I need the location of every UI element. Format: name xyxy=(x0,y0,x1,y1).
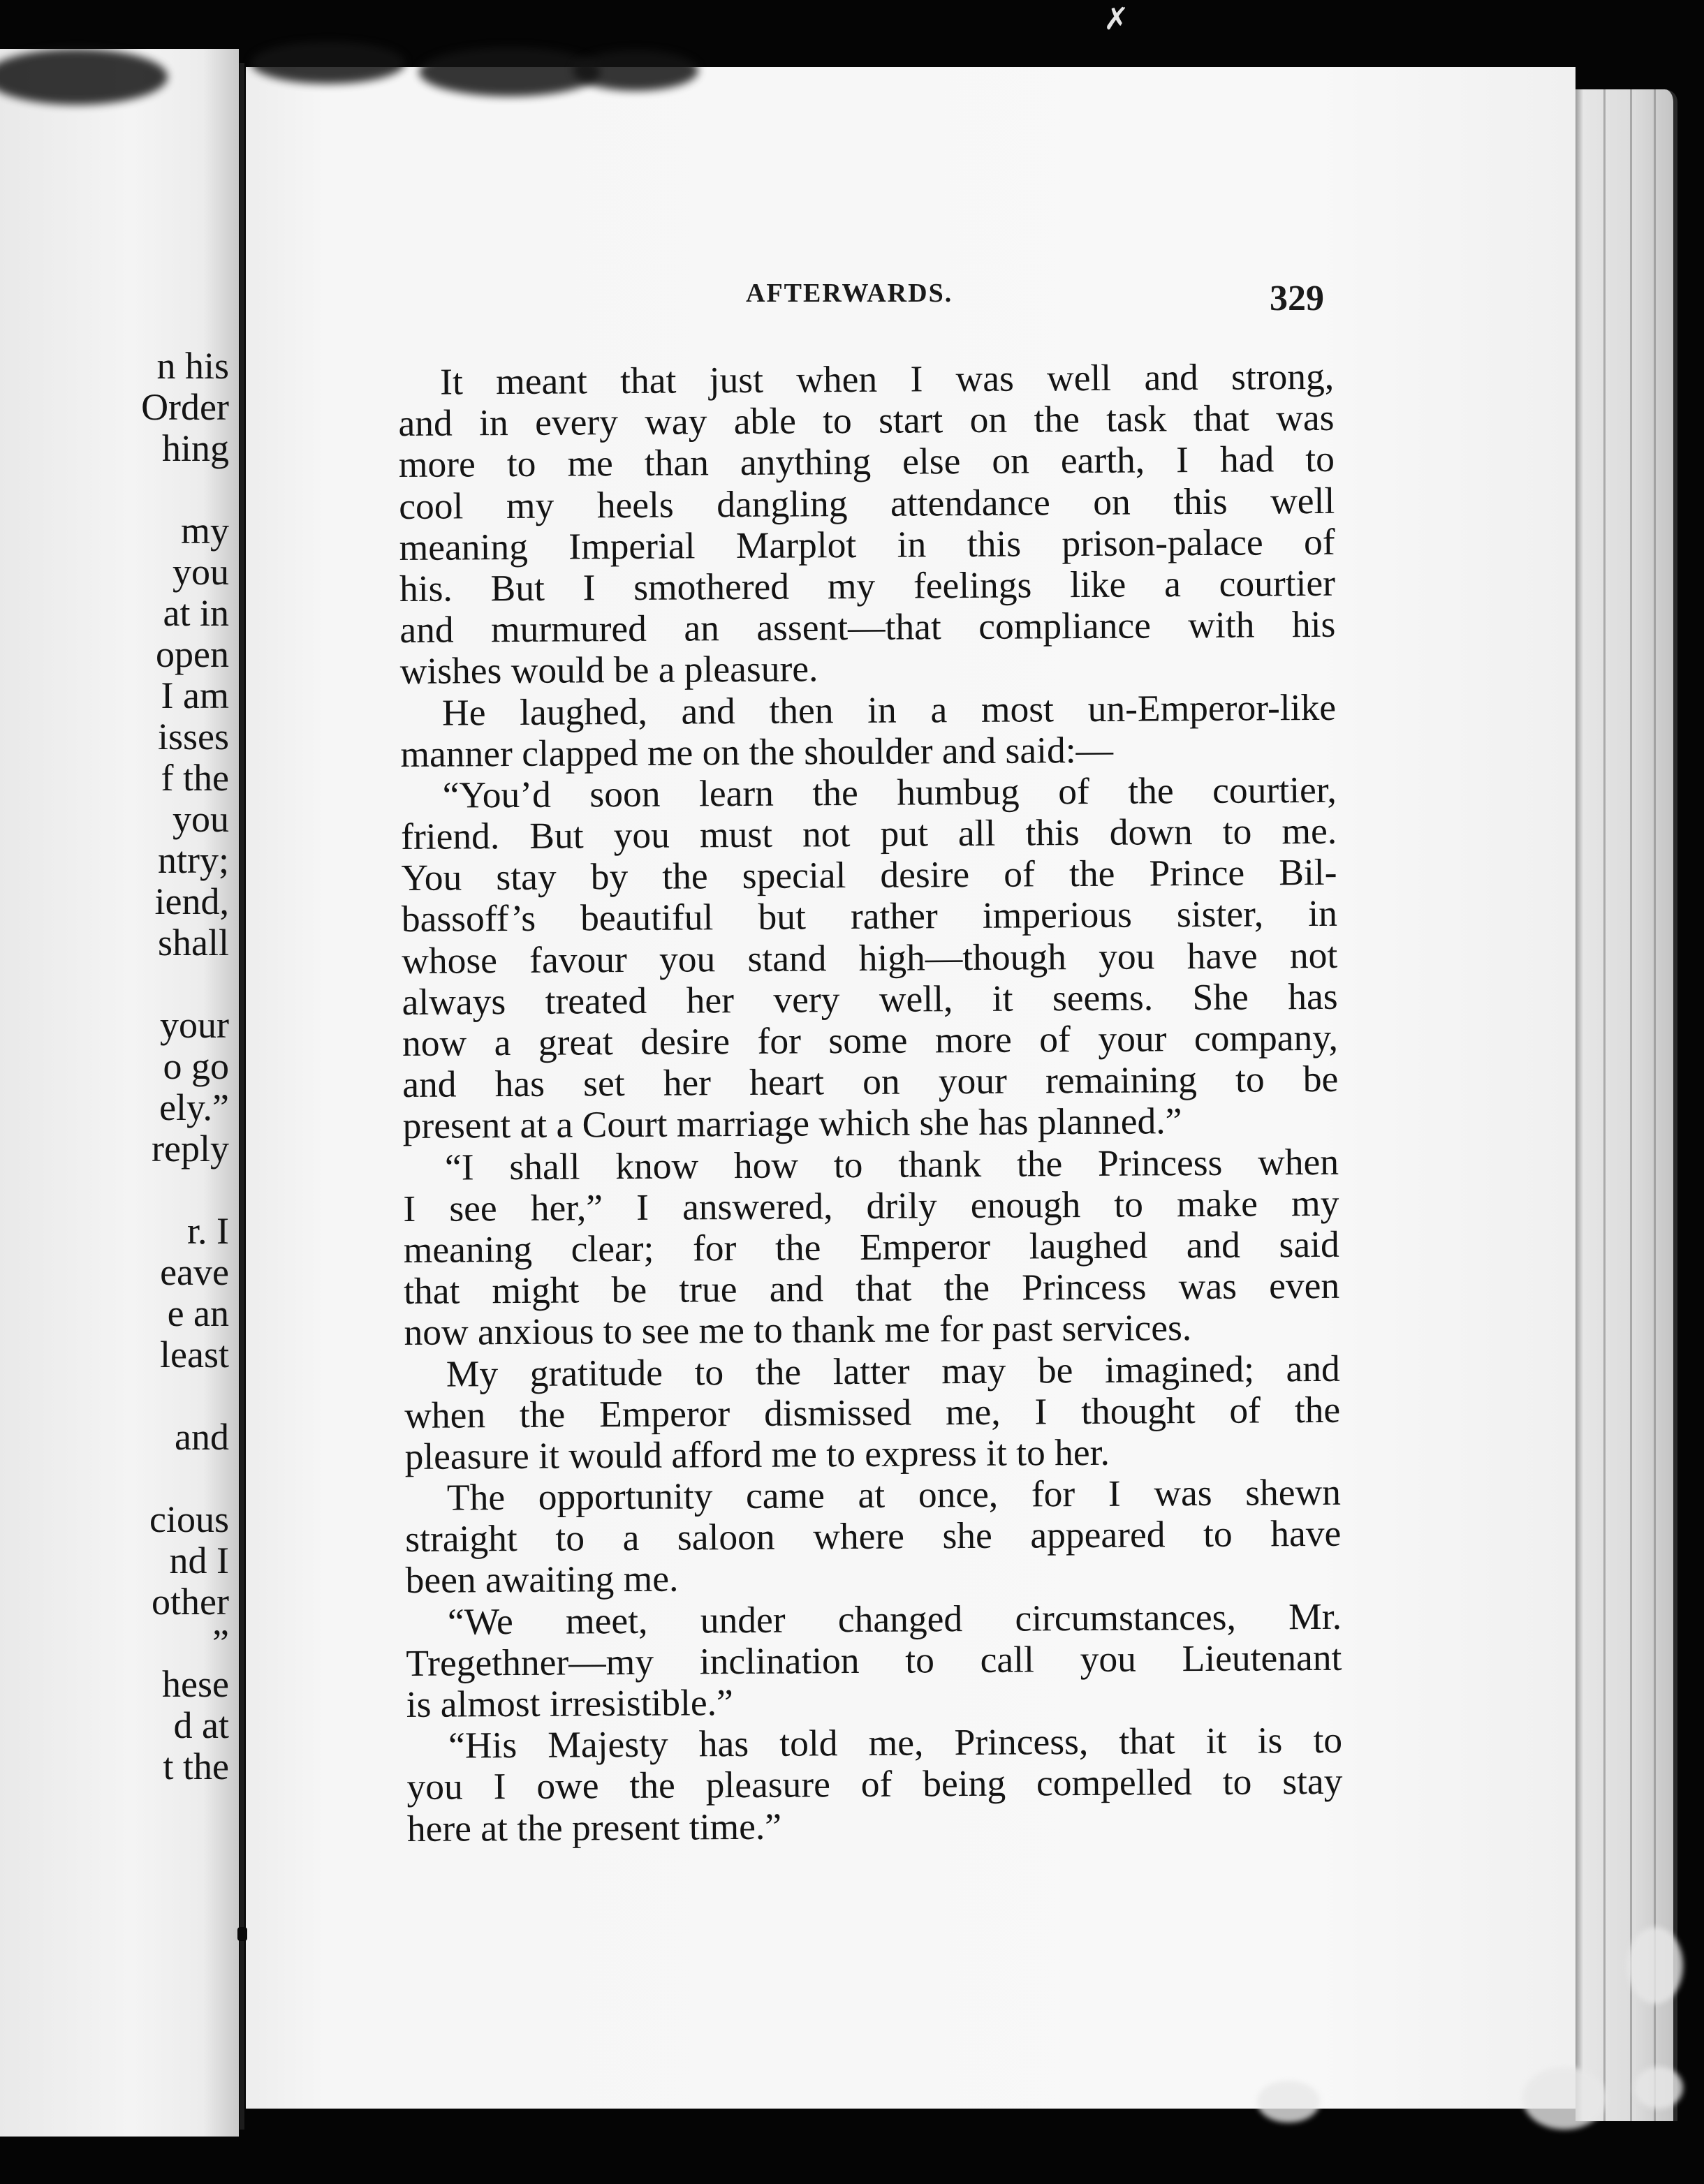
left-page-fragment: isses xyxy=(157,716,229,758)
text-line: his. But I smothered my feelings like a courtier xyxy=(399,561,1336,610)
text-line: bassoff’s beautiful but rather imperious sister, in xyxy=(401,892,1338,940)
text-line: pleasure it would afford me to express it to her. xyxy=(404,1431,1110,1477)
text-line: always treated her very well, it seems. She has xyxy=(402,975,1338,1023)
left-page-fragment xyxy=(6,1375,229,1417)
left-page-fragment: shall xyxy=(158,922,229,964)
text-line: You stay by the special desire of the Prince Bil- xyxy=(401,851,1337,899)
left-page-fragment: reply xyxy=(152,1128,229,1170)
running-head: AFTERWARDS. xyxy=(746,279,953,308)
left-page-fragment: other xyxy=(152,1581,229,1623)
left-page-fragment: my xyxy=(180,510,229,552)
text-line: “I shall know how to thank the Princess when xyxy=(444,1140,1339,1188)
body-text xyxy=(398,356,1343,1850)
left-page-fragment: iend, xyxy=(154,880,229,922)
left-page-fragment: hing xyxy=(161,427,229,469)
scan-mark-icon: ✗ xyxy=(1103,1,1129,37)
left-page-fragment: open xyxy=(156,633,229,675)
left-page-fragment: at in xyxy=(163,592,229,634)
margin-dot xyxy=(237,1927,247,1941)
text-line: Tregethner—my inclination to call you Lieutenant xyxy=(406,1636,1342,1684)
text-line: and in every way able to start on the task that was xyxy=(398,397,1335,445)
text-line: straight to a saloon where she appeared to have xyxy=(405,1512,1342,1560)
left-page-fragment: you xyxy=(172,551,229,593)
text-line: present at a Court marriage which she has planned.” xyxy=(402,1100,1182,1147)
left-page-fragment: and xyxy=(175,1416,229,1458)
left-page-fragment: ” xyxy=(212,1622,229,1664)
left-page-fragment: your xyxy=(160,1004,229,1046)
left-page-fragment: t the xyxy=(163,1746,229,1787)
left-page-fragment: d at xyxy=(173,1704,229,1746)
text-line: meaning Imperial Marplot in this prison-palace of xyxy=(399,520,1335,568)
left-page-fragment: o go xyxy=(163,1045,229,1087)
left-page-fragment: ntry; xyxy=(158,839,229,881)
dust-speck xyxy=(1627,1927,1683,2004)
left-facing-page xyxy=(0,49,239,2137)
left-page-fragment: n his xyxy=(156,345,229,387)
text-line: “You’d soon learn the humbug of the courtier, xyxy=(442,768,1337,816)
left-page-fragment xyxy=(6,469,229,510)
left-page-fragment: eave xyxy=(160,1251,229,1293)
dust-speck xyxy=(1522,2067,1606,2130)
text-line: The opportunity came at once, for I was shewn xyxy=(446,1470,1342,1519)
text-line: here at the present time.” xyxy=(406,1805,782,1850)
page-edges xyxy=(1576,89,1677,2121)
left-page-fragment: hese xyxy=(162,1663,229,1705)
left-page-fragment: ely.” xyxy=(159,1086,229,1128)
text-line: been awaiting me. xyxy=(405,1558,679,1602)
text-line: friend. But you must not put all this down to me. xyxy=(400,809,1337,858)
left-page-fragment: f the xyxy=(161,757,229,799)
left-page-fragment: e an xyxy=(167,1292,229,1334)
left-page-fragment: r. I xyxy=(187,1210,229,1252)
left-page-text-fragments xyxy=(6,346,229,1787)
text-line: It meant that just when I was well and strong, xyxy=(439,355,1335,403)
dust-speck xyxy=(1257,2081,1320,2123)
top-smudge xyxy=(573,50,698,91)
text-line: more to me than anything else on earth, I had to xyxy=(398,438,1335,486)
text-line: is almost irresistible.” xyxy=(406,1681,733,1725)
left-page-fragment: you xyxy=(172,798,229,840)
left-page-fragment: nd I xyxy=(169,1540,229,1581)
left-page-fragment: cious xyxy=(149,1498,229,1540)
text-line: that might be true and that the Princess was even xyxy=(403,1264,1340,1313)
text-line: meaning clear; for the Emperor laughed and said xyxy=(403,1223,1339,1271)
text-line: “His Majesty has told me, Princess, that it is to xyxy=(448,1718,1343,1766)
text-line: when the Emperor dismissed me, I thought of the xyxy=(404,1388,1341,1436)
top-smudge xyxy=(251,42,405,84)
text-line: now a great desire for some more of your company, xyxy=(402,1016,1339,1064)
left-page-fragment: I am xyxy=(161,674,229,716)
text-line: you I owe the pleasure of being compelled to stay xyxy=(406,1760,1343,1808)
page-number: 329 xyxy=(1270,279,1324,318)
left-page-fragment xyxy=(6,1170,229,1211)
text-line: I see her,” I answered, drily enough to make my xyxy=(403,1181,1339,1230)
text-line: cool my heels dangling attendance on this well xyxy=(399,479,1335,527)
book-gutter xyxy=(240,63,244,2130)
text-line: now anxious to see me to thank me for past services. xyxy=(404,1306,1192,1354)
left-page-fragment xyxy=(6,964,229,1005)
left-page-fragment: Order xyxy=(141,386,229,428)
text-line: My gratitude to the latter may be imagined; and xyxy=(446,1347,1341,1395)
text-line: “We meet, under changed circumstances, Mr. xyxy=(447,1595,1342,1643)
dust-speck xyxy=(1634,2067,1683,2109)
text-line: manner clapped me on the shoulder and said:— xyxy=(400,728,1114,775)
text-line: whose favour you stand high—though you have not xyxy=(402,934,1338,982)
left-page-fragment: least xyxy=(160,1334,229,1375)
text-line: and murmured an assent—that compliance with his xyxy=(399,603,1336,651)
text-line: wishes would be a pleasure. xyxy=(399,647,818,693)
text-line: He laughed, and then in a most un-Emperor-like xyxy=(441,686,1337,734)
left-page-fragment xyxy=(6,1458,229,1499)
text-line: and has set her heart on your remaining to be xyxy=(402,1057,1339,1106)
